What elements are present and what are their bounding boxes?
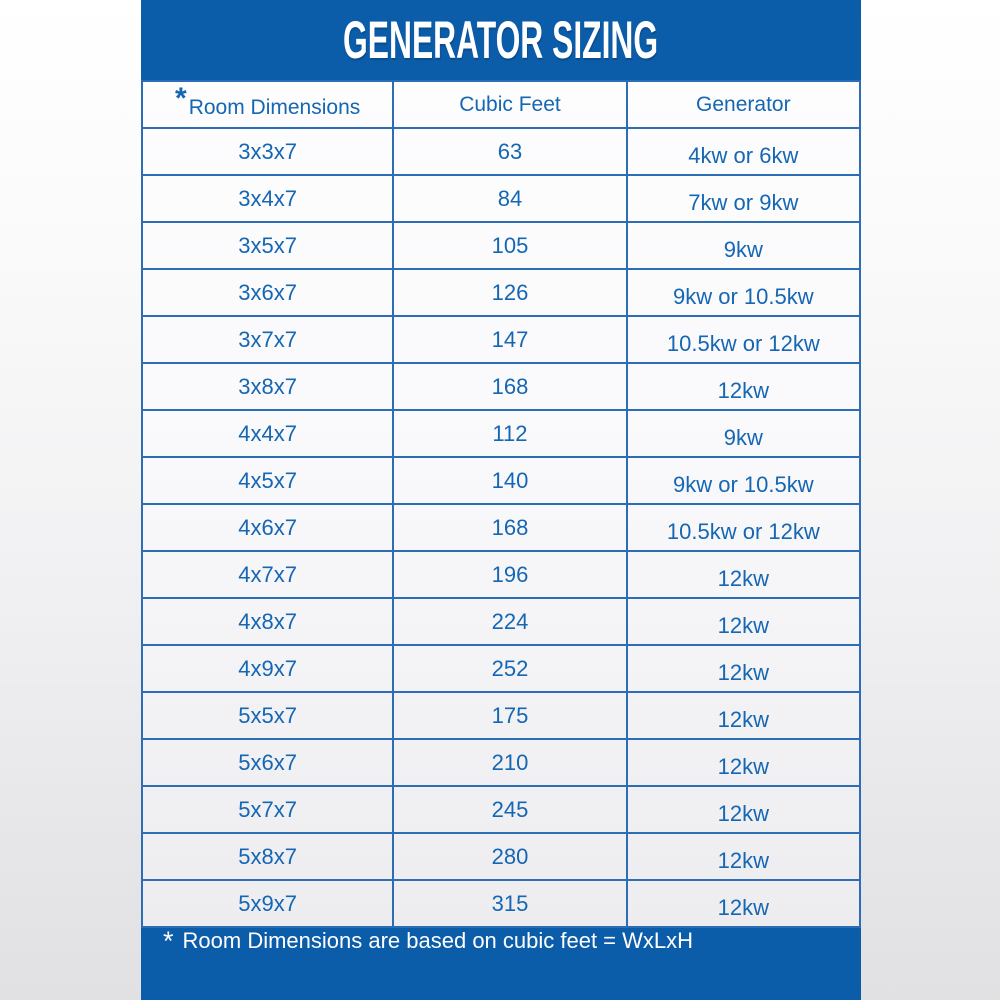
cubic-feet-cell: 105 [393,222,626,269]
room-dimensions-cell: 4x7x7 [142,551,393,598]
cubic-feet-cell: 147 [393,316,626,363]
page-title: GENERATOR SIZING [343,10,659,70]
table-row [142,786,860,833]
generator-sizing-table [141,80,861,928]
table-header [142,81,860,128]
table-row [142,739,860,786]
table-row [142,363,860,410]
table-row [142,645,860,692]
table-row [142,128,860,175]
table-row [142,880,860,927]
header-generator: Generator [627,81,860,128]
table-row [142,222,860,269]
generator-cell: 12kw [627,786,860,833]
cubic-feet-cell: 168 [393,504,626,551]
room-dimensions-cell: 3x4x7 [142,175,393,222]
table-row [142,457,860,504]
room-dimensions-cell: 4x5x7 [142,457,393,504]
footnote-asterisk-icon: * [163,926,174,956]
footnote-text: Room Dimensions are based on cubic feet = WxLxH [182,928,694,953]
cubic-feet-cell: 126 [393,269,626,316]
footnote [163,926,693,957]
generator-cell: 9kw [627,410,860,457]
generator-sizing-panel [141,0,861,1000]
header-cubic-feet: Cubic Feet [393,81,626,128]
room-dimensions-cell: 3x7x7 [142,316,393,363]
generator-cell: 9kw [627,222,860,269]
generator-cell: 12kw [627,880,860,927]
generator-cell: 12kw [627,598,860,645]
room-dimensions-cell: 3x3x7 [142,128,393,175]
room-dimensions-cell: 4x8x7 [142,598,393,645]
cubic-feet-cell: 280 [393,833,626,880]
generator-cell: 7kw or 9kw [627,175,860,222]
room-dimensions-cell: 5x8x7 [142,833,393,880]
generator-cell: 12kw [627,551,860,598]
title-banner [141,0,861,80]
room-dimensions-cell: 4x9x7 [142,645,393,692]
room-dimensions-cell: 3x6x7 [142,269,393,316]
cubic-feet-cell: 315 [393,880,626,927]
cubic-feet-cell: 168 [393,363,626,410]
table-row [142,504,860,551]
table-row [142,551,860,598]
header-row [142,81,860,128]
table-row [142,316,860,363]
cubic-feet-cell: 196 [393,551,626,598]
generator-cell: 9kw or 10.5kw [627,457,860,504]
room-dimensions-cell: 5x9x7 [142,880,393,927]
cubic-feet-cell: 210 [393,739,626,786]
cubic-feet-cell: 252 [393,645,626,692]
generator-cell: 12kw [627,692,860,739]
generator-cell: 10.5kw or 12kw [627,316,860,363]
table-row [142,598,860,645]
cubic-feet-cell: 63 [393,128,626,175]
table-row [142,269,860,316]
room-dimensions-cell: 5x6x7 [142,739,393,786]
cubic-feet-cell: 84 [393,175,626,222]
cubic-feet-cell: 140 [393,457,626,504]
room-dimensions-cell: 3x8x7 [142,363,393,410]
cubic-feet-cell: 175 [393,692,626,739]
generator-cell: 12kw [627,739,860,786]
generator-cell: 12kw [627,833,860,880]
room-dimensions-cell: 5x5x7 [142,692,393,739]
room-dimensions-cell: 4x4x7 [142,410,393,457]
room-dimensions-cell: 3x5x7 [142,222,393,269]
table-row [142,410,860,457]
table-row [142,833,860,880]
table-body [142,128,860,927]
room-dimensions-cell: 4x6x7 [142,504,393,551]
asterisk-icon: * [175,81,187,115]
generator-cell: 12kw [627,645,860,692]
table-row [142,692,860,739]
cubic-feet-cell: 245 [393,786,626,833]
generator-cell: 9kw or 10.5kw [627,269,860,316]
cubic-feet-cell: 224 [393,598,626,645]
generator-cell: 10.5kw or 12kw [627,504,860,551]
cubic-feet-cell: 112 [393,410,626,457]
table-row [142,175,860,222]
header-room-dimensions-label: Room Dimensions [188,95,361,119]
generator-cell: 12kw [627,363,860,410]
room-dimensions-cell: 5x7x7 [142,786,393,833]
generator-cell: 4kw or 6kw [627,128,860,175]
header-room-dimensions [142,81,393,128]
